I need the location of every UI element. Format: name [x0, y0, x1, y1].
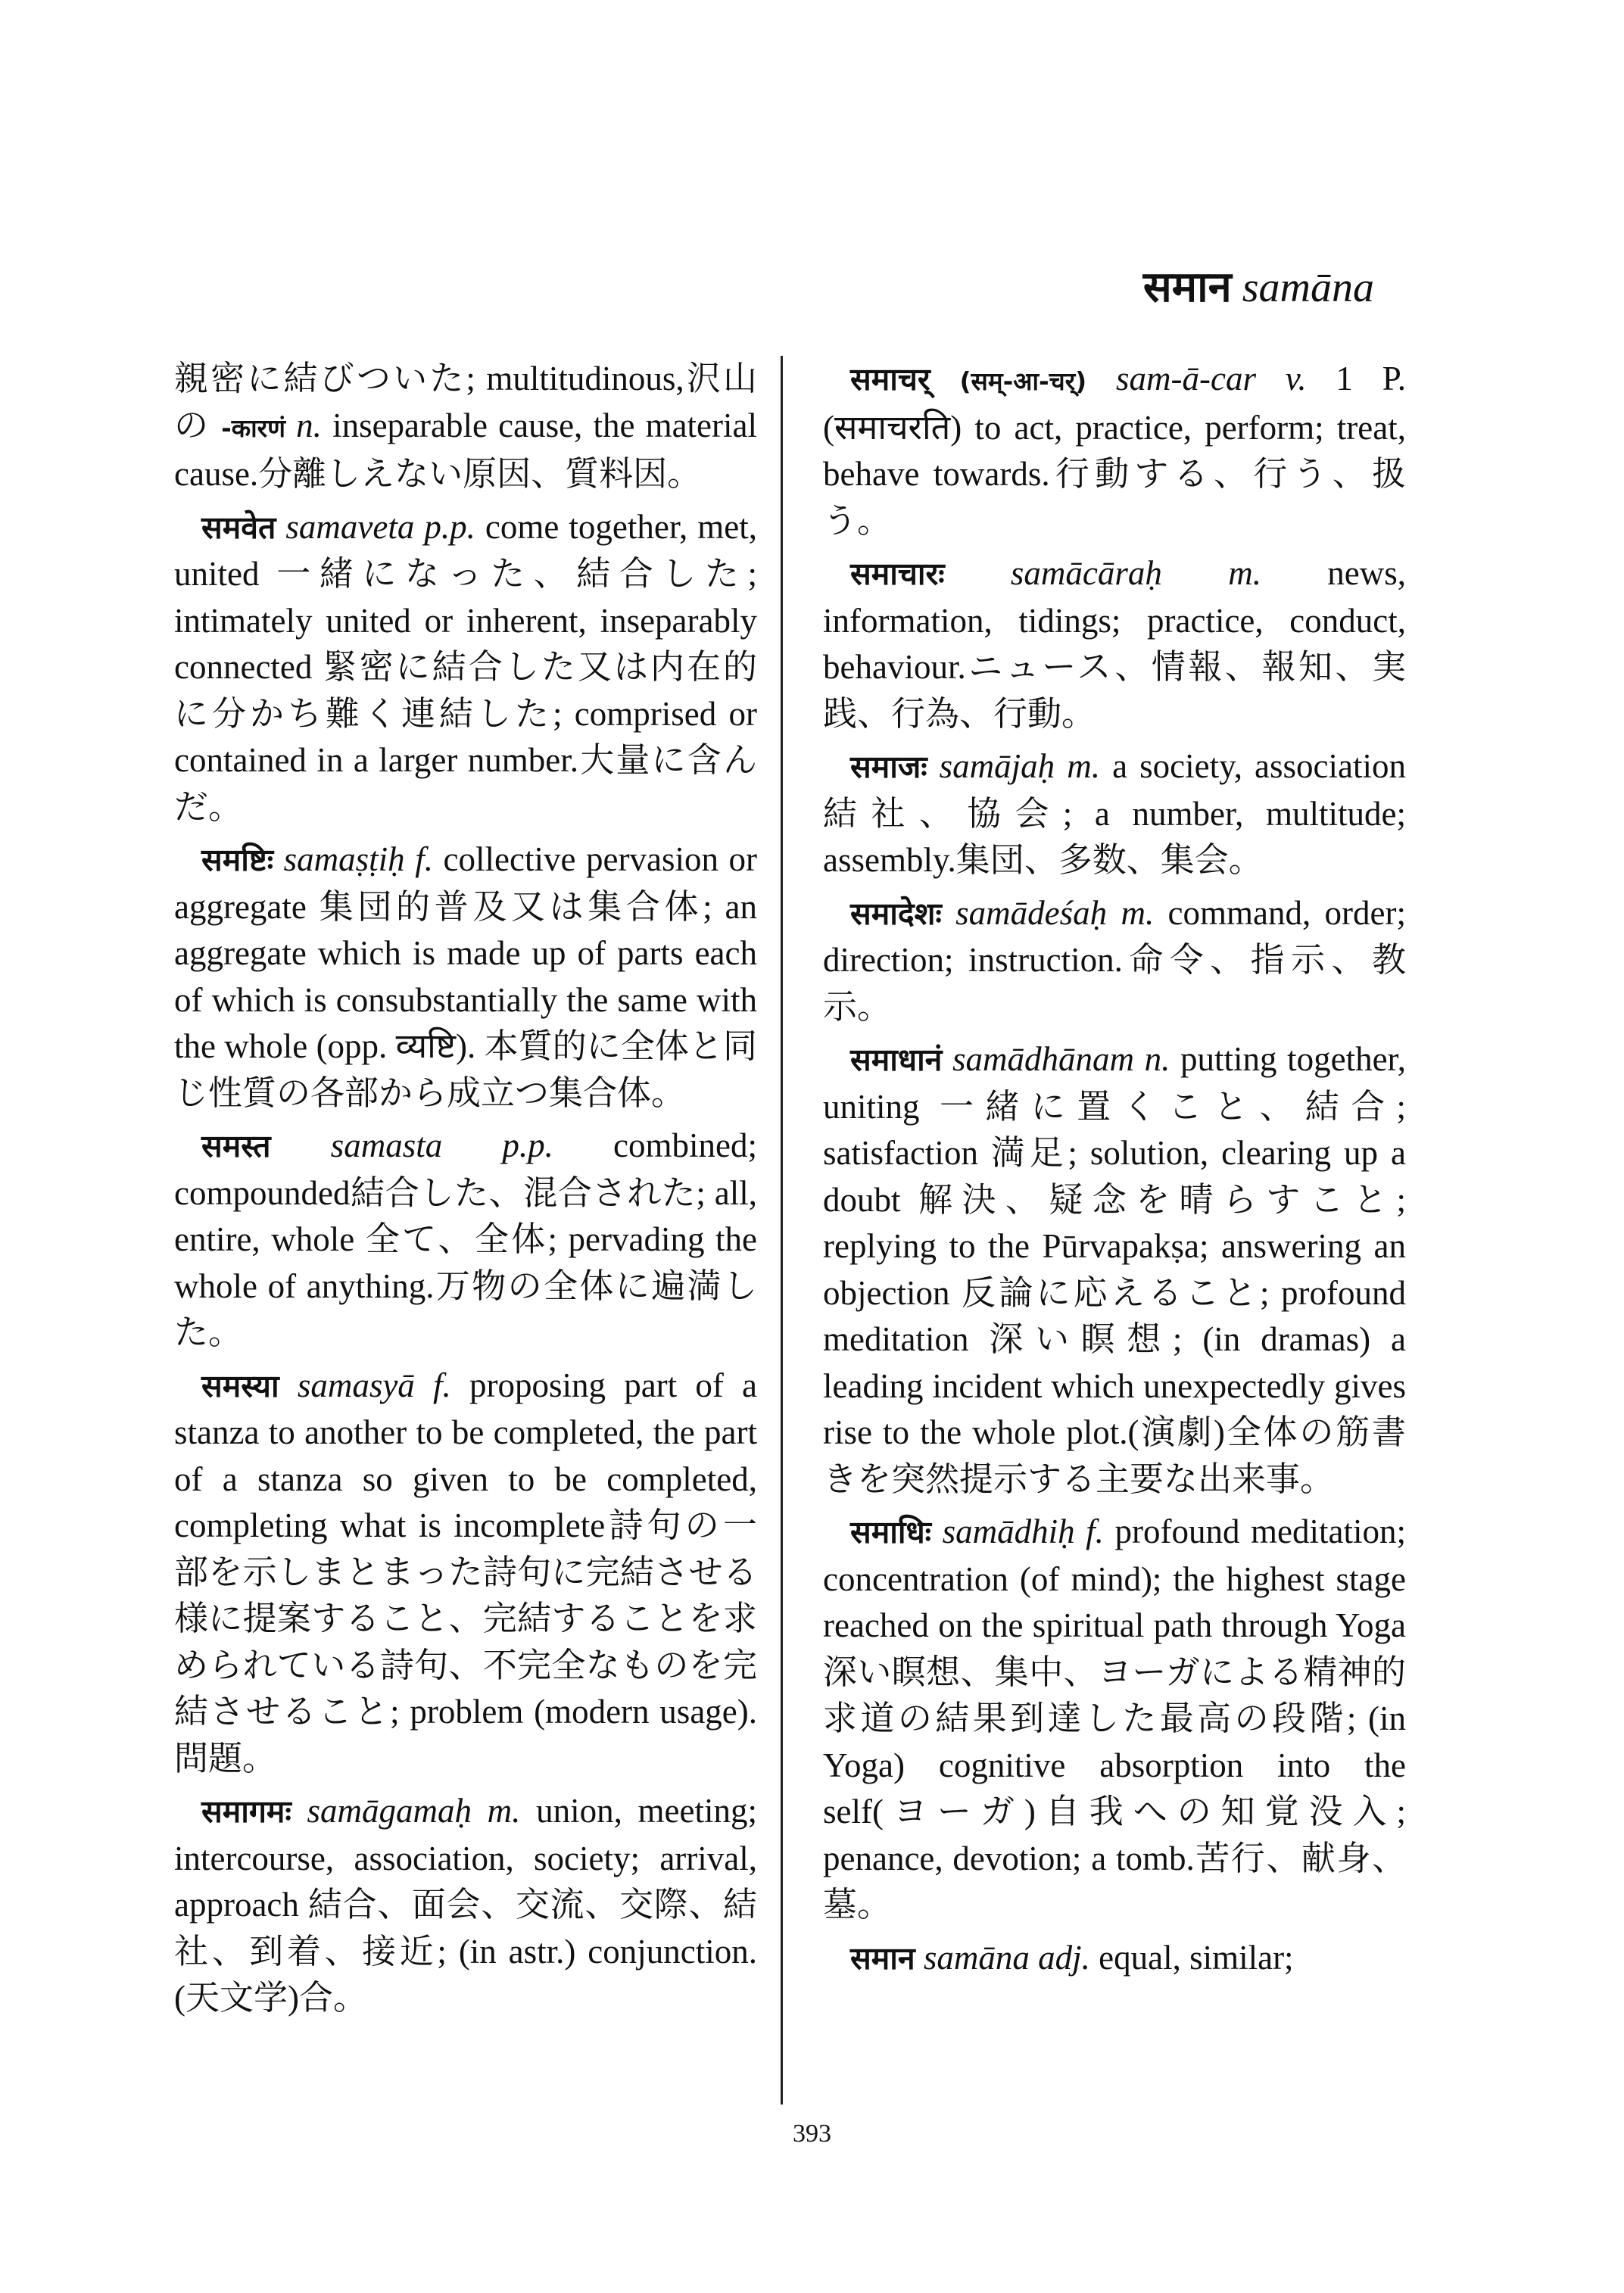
entry-text: 親密に結びついた; multitudinous,沢山の	[174, 360, 757, 444]
entry-roman: samādhānam n.	[952, 1040, 1170, 1078]
sub-headword: -कारणं	[221, 413, 286, 443]
entry-roman: samaṣṭiḥ f.	[283, 840, 433, 878]
entry-roman: sam-ā-car v.	[1116, 360, 1307, 397]
dictionary-entry	[823, 890, 1406, 1031]
entry-headword: समागमः	[201, 1793, 291, 1830]
entry-headword: समस्त	[201, 1128, 271, 1164]
page-number: 393	[793, 2120, 831, 2148]
entry-text: a society, association 結社、協会; a number, multitude; assembly.集団、多数、集会。	[823, 747, 1407, 879]
entry-headword: समस्या	[201, 1367, 279, 1404]
entry-headword: समाचर्	[850, 361, 930, 397]
entry-roman: samasyā f.	[297, 1366, 451, 1404]
dictionary-entry	[174, 1123, 757, 1357]
entry-text: proposing part of a stanza to another to be completed, the part of a stanza so given to be completed, completing what is incomplete詩句の一部を示しまとまった詩句に完結させる様に提案すること、完結することを求められている詩句、不完全なものを完結させること; problem (modern usage).問題。	[174, 1366, 758, 1777]
entry-roman: samādeśaḥ m.	[955, 893, 1155, 932]
dictionary-entry	[174, 1788, 757, 2022]
entry-roman: samājaḥ m.	[939, 747, 1101, 785]
entry-text: news, information, tidings; practice, conduct, behaviour.ニュース、情報、報知、実践、行為、行動。	[823, 554, 1407, 733]
entry-headword: समवेत	[201, 509, 276, 546]
entry-roman: samāgamaḥ m.	[307, 1792, 521, 1830]
entry-text: come together, met, united 一緒になった、結合した; intimately united or inherent, inseparably connected 緊密に結合した又は内在的に分かち難く連結した; comprised or contained in a larger number.大量に含んだ。	[174, 507, 758, 826]
entry-roman: samaveta p.p.	[285, 507, 475, 546]
dictionary-entry	[823, 1509, 1406, 1929]
entry-headword: समादेशः	[850, 895, 942, 932]
entry-headword: समाचारः	[850, 556, 945, 592]
entry-roman: samādhiḥ f.	[942, 1513, 1104, 1550]
column-divider	[781, 356, 783, 2105]
header-roman: samāna	[1242, 264, 1374, 311]
entry-headword: समाधिः	[850, 1514, 931, 1550]
entry-headword: समाधानं	[850, 1042, 943, 1078]
entry-text: command, order; direction; instruction.命令、指示、教示。	[823, 893, 1406, 1026]
dictionary-entry	[823, 1935, 1406, 1983]
entry-text: union, meeting; intercourse, association, society; arrival, approach 結合、面会、交流、交際、結社、到着、接近; (in astr.) conjunction.(天文学)合。	[174, 1792, 757, 2017]
entry-headword: समान	[850, 1939, 915, 1977]
entry-continuation	[174, 356, 757, 498]
entry-text: combined; compounded結合した、混合された; all, entire, whole 全て、全体; pervading the whole of anything.万物の全体に遍満した。	[174, 1126, 757, 1351]
dictionary-entry	[174, 1363, 757, 1783]
entry-roman: samasta p.p.	[330, 1126, 553, 1164]
entry-text: 1 P. (समाचरति) to act, practice, perform; treat, behave towards.行動する、行う、扱う。	[823, 360, 1407, 540]
left-column	[174, 356, 757, 2028]
dictionary-entry	[174, 837, 757, 1117]
dictionary-entry	[823, 743, 1406, 884]
entry-headword: समाजः	[850, 749, 927, 785]
entry-etymology: (सम्-आ-चर्)	[959, 366, 1087, 396]
dictionary-entry	[823, 550, 1406, 737]
entry-roman: samāna adj.	[923, 1938, 1090, 1977]
running-header	[1142, 263, 1374, 312]
entry-text: collective pervasion or aggregate 集団的普及又は集合体; an aggregate which is made up of parts each of which is consubstantially the same with the whole (opp. व्यष्टि). 本質的に全体と同じ性質の各部から成立つ集合体。	[174, 840, 758, 1112]
entry-roman: samācāraḥ m.	[1010, 554, 1261, 592]
entry-text: profound meditation; concentration (of mind); the highest stage reached on the spiritual path through Yoga深い瞑想、集中、ヨーガによる精神的求道の結果到達した最高の段階; (in Yoga) cognitive absorption into the self(ヨーガ)自我への知覚没入; penance, devotion; a tomb.苦行、献身、墓。	[823, 1513, 1407, 1924]
right-column	[823, 356, 1406, 1988]
dictionary-entry	[823, 1036, 1406, 1503]
dictionary-entry	[174, 504, 757, 831]
sub-headword-grammar: n.	[296, 406, 322, 444]
sub-headword-text: inseparable cause, the material cause.分離しえない原因、質料因。	[174, 406, 757, 493]
entry-headword: समष्टिः	[201, 842, 274, 878]
dictionary-entry	[823, 356, 1406, 544]
entry-text: equal, similar;	[1089, 1938, 1294, 1977]
header-devanagari: समान	[1142, 263, 1232, 312]
entry-text: putting together, uniting 一緒に置くこと、結合; satisfaction 満足; solution, clearing up a doubt 解決、疑念を晴らすこと; replying to the Pūrvapakṣa; answering an objection 反論に応えること; profound meditation 深い瞑想; (in dramas) a leading incident which unexpectedly gives rise to the whole plot.(演劇)全体の筋書きを突然提示する主要な出来事。	[823, 1040, 1406, 1498]
